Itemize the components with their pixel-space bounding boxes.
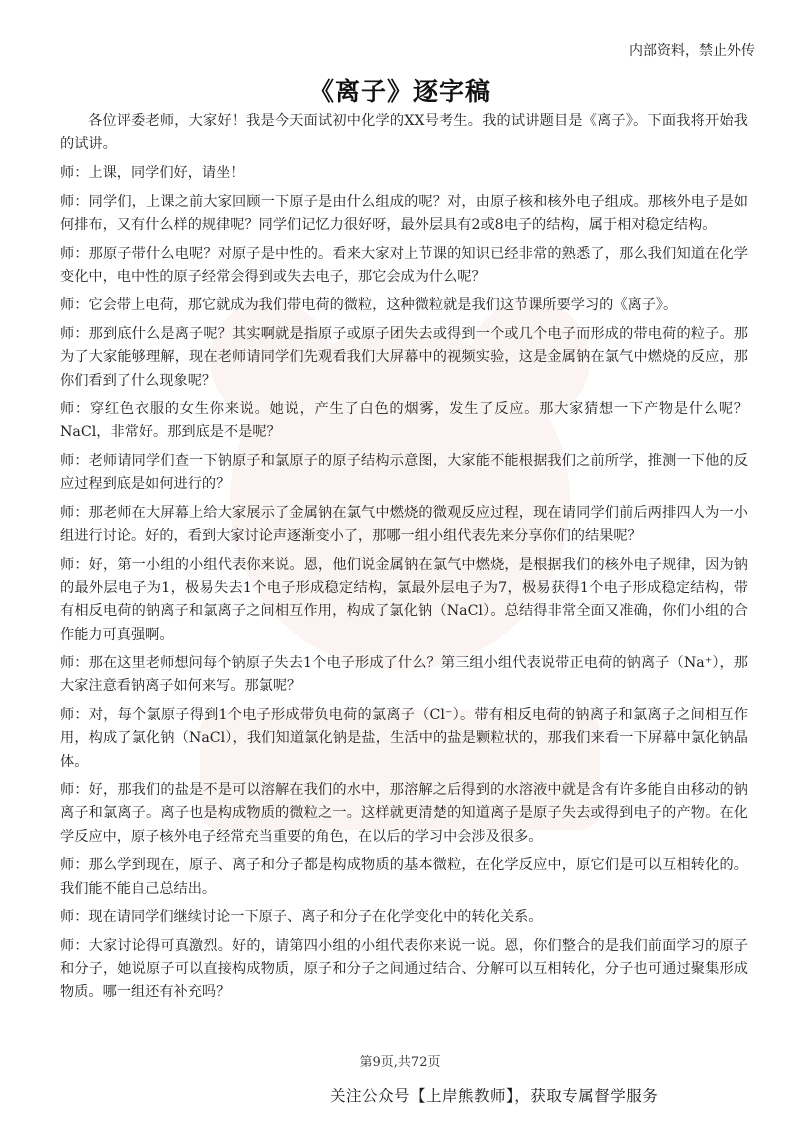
paragraph: 师：上课，同学们好，请坐！ — [60, 164, 245, 181]
paragraph: 师：那老师在大屏幕上给大家展示了金属钠在氯气中燃烧的微观反应过程，现在请同学们前后两排四人为一小组进行讨论。好的，看到大家讨论声逐渐变小了，那哪一组小组代表先来分享你们的结果呢？ — [60, 505, 748, 545]
paragraph: 各位评委老师，大家好！我是今天面试初中化学的XX号考生。我的试讲题目是《离子》。下面我将开始我的试讲。 — [60, 113, 748, 153]
paragraph: 师：那么学到现在，原子、离子和分子都是构成物质的基本微粒，在化学反应中，原它们是可以互相转化的。我们能不能自己总结出。 — [60, 857, 748, 897]
paragraph: 师：那原子带什么电呢？对原子是中性的。看来大家对上节课的知识已经非常的熟悉了，那么我们知道在化学变化中，电中性的原子经常会得到或失去电子，那它会成为什么呢？ — [60, 245, 748, 285]
paragraph: 师：穿红色衣服的女生你来说。她说，产生了白色的烟雾，发生了反应。那大家猜想一下产物是什么呢？NaCl，非常好。那到底是不是呢？ — [60, 401, 748, 441]
paragraph: 师：那到底什么是离子呢？其实啊就是指原子或原子团失去或得到一个或几个电子而形成的带电荷的粒子。那为了大家能够理解，现在老师请同学们先观看我们大屏幕中的视频实验，这是金属钠在氯气中燃烧的反应，那你们看到了什么现象呢？ — [60, 326, 748, 389]
paragraph: 师：那在这里老师想问每个钠原子失去1个电子形成了什么？第三组小组代表说带正电荷的钠离子（Na⁺），那大家注意看钠离子如何来写。那氯呢？ — [60, 655, 748, 695]
page-number: 第9页,共72页 — [359, 1055, 441, 1070]
confidential-note: 内部资料，禁止外传 — [629, 43, 755, 59]
transcript-body — [60, 110, 748, 1010]
paragraph: 师：现在请同学们继续讨论一下原子、离子和分子在化学变化中的转化关系。 — [60, 909, 543, 926]
paragraph: 师：对，每个氯原子得到1个电子形成带负电荷的氯离子（Cl⁻）。带有相反电荷的钠离子和氯离子之间相互作用，构成了氯化钠（NaCl），我们知道氯化钠是盐，生活中的盐是颗粒状的，那我们来看一下屏幕中氯化钠晶体。 — [60, 707, 748, 770]
promo-text: 关注公众号【上岸熊教师】，获取专属督学服务 — [330, 1087, 659, 1105]
paragraph: 师：同学们，上课之前大家回顾一下原子是由什么组成的呢？对，由原子核和核外电子组成。那核外电子是如何排布，又有什么样的规律呢？同学们记忆力很好呀，最外层具有2或8电子的结构，属于相对稳定结构。 — [60, 193, 748, 233]
paragraph: 师：老师请同学们查一下钠原子和氯原子的原子结构示意图，大家能不能根据我们之前所学，推测一下他的反应过程到底是如何进行的？ — [60, 453, 748, 493]
paragraph: 师：好，那我们的盐是不是可以溶解在我们的水中，那溶解之后得到的水溶液中就是含有许多能自由移动的钠离子和氯离子。离子也是构成物质的微粒之一。这样就更清楚的知道离子是原子失去或得到电子的产物。在化学反应中，原子核外电子经常充当重要的角色，在以后的学习中会涉及很多。 — [60, 782, 748, 845]
page-title: 《离子》逐字稿 — [308, 77, 491, 106]
paragraph: 师：好，第一小组的小组代表你来说。恩，他们说金属钠在氯气中燃烧，是根据我们的核外电子规律，因为钠的最外层电子为1，极易失去1个电子形成稳定结构，氯最外层电子为7，极易获得1个电子形成稳定结构，带有相反电荷的钠离子和氯离子之间相互作用，构成了氯化钠（NaCl）。总结得非常全面又准确，你们小组的合作能力可真强啊。 — [60, 556, 748, 643]
paragraph: 师：它会带上电荷，那它就成为我们带电荷的微粒，这种微粒就是我们这节课所要学习的《离子》。 — [60, 297, 678, 314]
paragraph: 师：大家讨论得可真激烈。好的，请第四小组的小组代表你来说一说。恩，你们整合的是我们前面学习的原子和分子，她说原子可以直接构成物质，原子和分子之间通过结合、分解可以互相转化，分子也可通过聚集形成物质。哪一组还有补充吗？ — [60, 938, 748, 1001]
